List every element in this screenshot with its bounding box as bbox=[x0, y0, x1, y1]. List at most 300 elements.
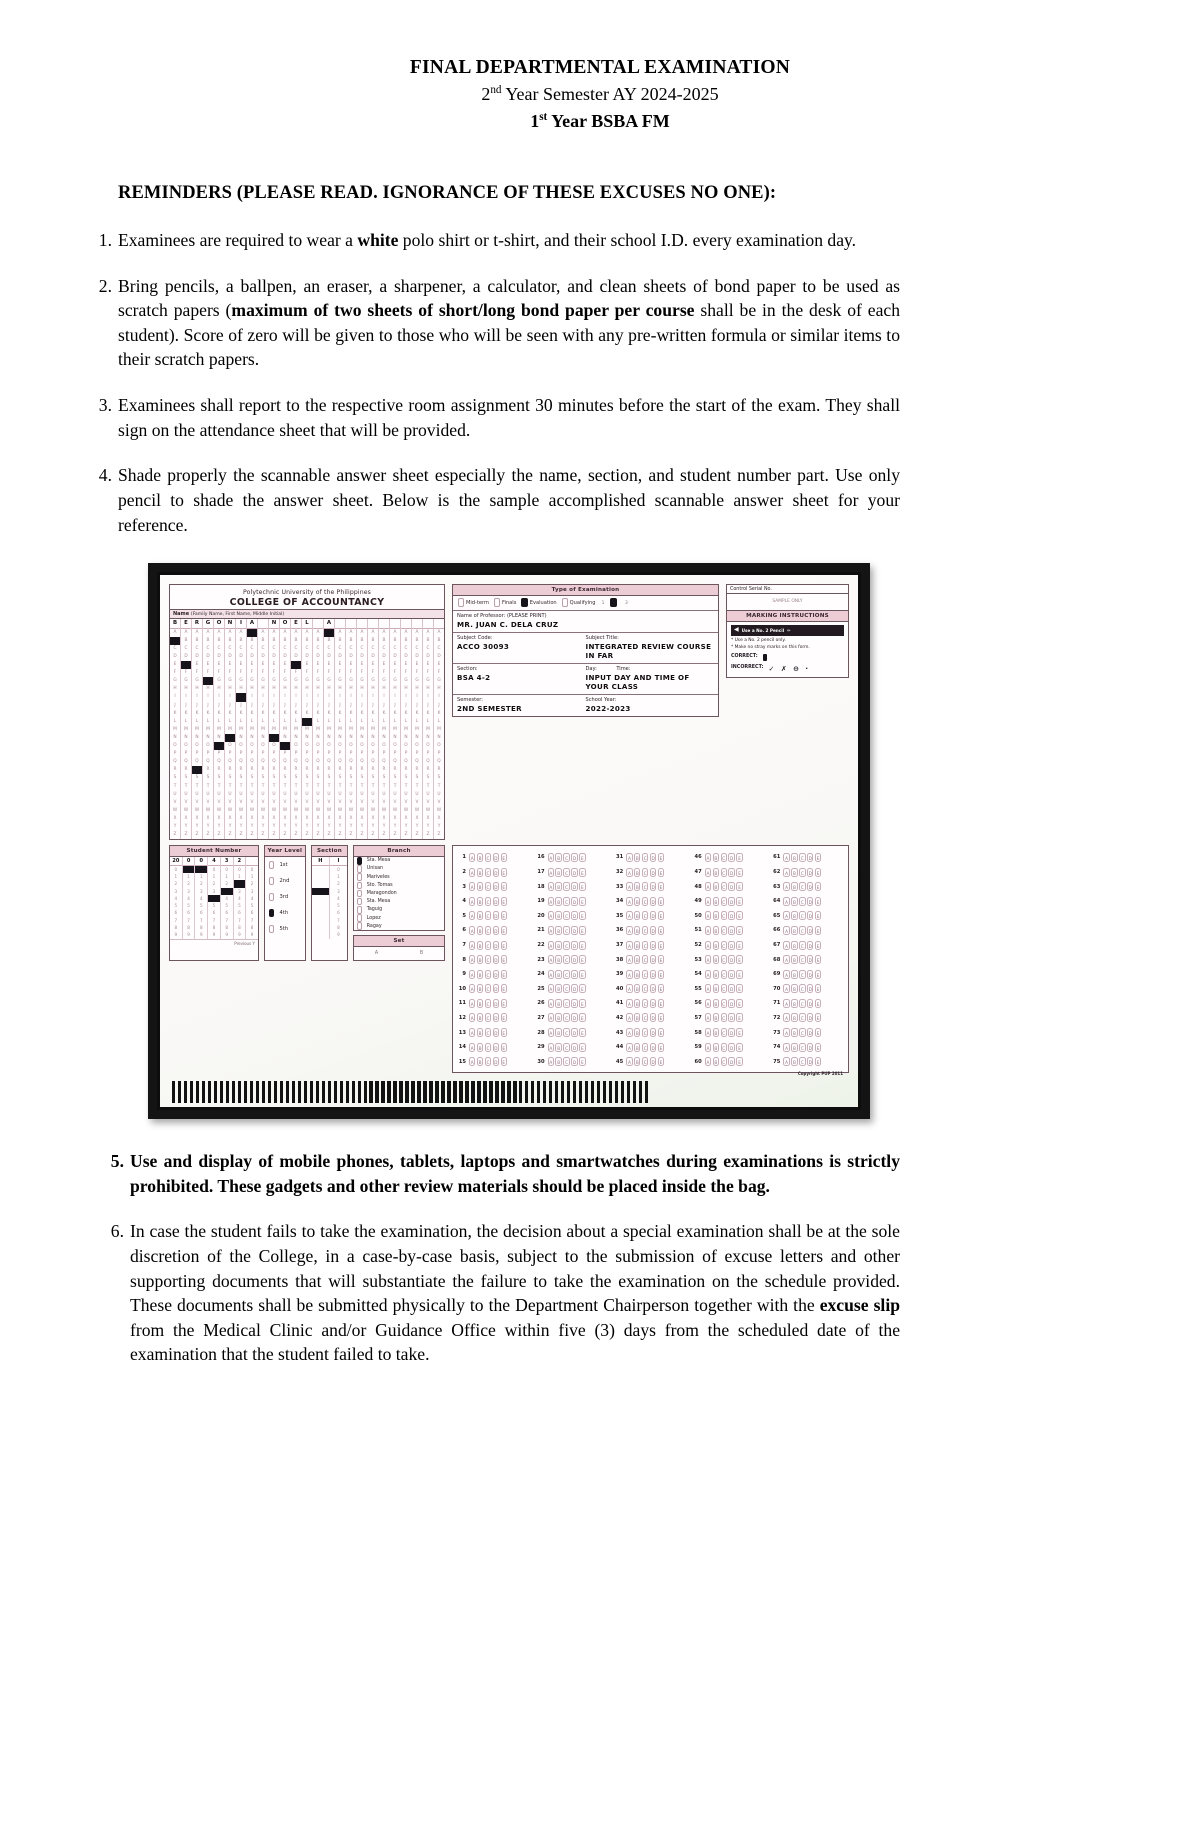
name-bubble[interactable]: D bbox=[217, 654, 221, 659]
name-bubble[interactable]: N bbox=[250, 734, 254, 740]
name-bubble[interactable]: N bbox=[225, 734, 235, 742]
section-bubble[interactable] bbox=[312, 909, 329, 916]
answer-bubble[interactable]: A bbox=[626, 853, 632, 862]
student-number-bubble[interactable]: 0 bbox=[225, 866, 228, 872]
name-bubble[interactable]: V bbox=[404, 799, 408, 805]
name-bubble[interactable]: J bbox=[240, 702, 242, 708]
answer-bubble[interactable]: C bbox=[799, 970, 805, 979]
answer-bubble[interactable]: C bbox=[721, 1028, 727, 1037]
name-bubble[interactable]: D bbox=[250, 654, 254, 659]
name-bubble[interactable]: E bbox=[217, 662, 221, 668]
name-bubble[interactable]: A bbox=[338, 629, 342, 635]
answer-row[interactable] bbox=[692, 865, 767, 880]
name-bubble[interactable]: M bbox=[283, 726, 287, 732]
name-bubble[interactable]: A bbox=[415, 629, 419, 635]
student-number-column[interactable] bbox=[246, 857, 258, 939]
name-bubble[interactable]: S bbox=[272, 775, 276, 781]
name-bubble[interactable]: L bbox=[371, 718, 375, 724]
answer-row[interactable] bbox=[770, 923, 845, 938]
answer-bubble[interactable]: A bbox=[469, 1028, 475, 1037]
name-bubble[interactable]: B bbox=[250, 637, 254, 643]
name-bubble[interactable]: K bbox=[349, 710, 353, 716]
student-number-digit-box[interactable]: 0 bbox=[183, 857, 195, 866]
name-bubble[interactable]: R bbox=[426, 767, 430, 773]
answer-bubble[interactable]: B bbox=[634, 955, 640, 964]
name-bubble[interactable]: D bbox=[305, 654, 309, 659]
name-bubble[interactable]: X bbox=[217, 815, 221, 821]
name-bubble[interactable]: X bbox=[294, 815, 298, 821]
name-bubble[interactable]: A bbox=[360, 629, 364, 635]
name-bubble[interactable]: K bbox=[415, 710, 419, 716]
student-number-bubble[interactable]: 5 bbox=[199, 903, 203, 909]
name-bubble-grid[interactable] bbox=[170, 619, 444, 839]
student-number-bubble[interactable]: 3 bbox=[174, 888, 178, 894]
answer-bubble[interactable]: E bbox=[736, 955, 742, 964]
name-bubble[interactable]: O bbox=[272, 743, 276, 749]
answer-bubble[interactable]: B bbox=[791, 1043, 797, 1052]
answer-bubble[interactable]: D bbox=[807, 984, 813, 993]
name-bubble[interactable]: J bbox=[350, 702, 352, 708]
name-letter-box[interactable]: A bbox=[324, 619, 334, 629]
name-bubble[interactable]: G bbox=[217, 678, 221, 684]
name-bubble[interactable]: T bbox=[349, 783, 353, 789]
name-bubble[interactable]: H bbox=[415, 686, 419, 692]
answer-bubble[interactable]: C bbox=[799, 897, 805, 906]
name-column[interactable] bbox=[214, 619, 225, 839]
answer-bubble[interactable]: A bbox=[469, 955, 475, 964]
name-bubble[interactable]: A bbox=[195, 629, 199, 635]
name-bubble[interactable]: B bbox=[239, 637, 243, 643]
name-bubble[interactable]: H bbox=[437, 686, 441, 692]
name-bubble[interactable]: E bbox=[371, 662, 375, 668]
name-bubble[interactable]: B bbox=[283, 637, 287, 643]
name-bubble[interactable]: A bbox=[437, 629, 441, 635]
answer-bubble[interactable]: D bbox=[493, 984, 499, 993]
answer-bubble[interactable]: D bbox=[650, 868, 656, 877]
name-bubble[interactable]: G bbox=[195, 678, 199, 684]
name-bubble[interactable]: J bbox=[361, 702, 363, 708]
name-bubble[interactable]: E bbox=[327, 662, 331, 668]
name-bubble[interactable]: K bbox=[173, 710, 177, 716]
name-bubble[interactable]: L bbox=[261, 718, 265, 724]
name-bubble[interactable]: N bbox=[206, 734, 210, 740]
answer-bubble[interactable]: A bbox=[626, 984, 632, 993]
name-bubble[interactable]: F bbox=[239, 670, 243, 676]
name-bubble[interactable]: L bbox=[415, 718, 419, 724]
name-bubble[interactable]: W bbox=[403, 807, 409, 813]
answer-row[interactable] bbox=[613, 967, 688, 982]
name-bubble[interactable]: A bbox=[371, 629, 375, 635]
name-bubble[interactable]: Z bbox=[283, 832, 287, 838]
answer-bubble[interactable]: E bbox=[658, 955, 664, 964]
student-number-bubble[interactable]: 0 bbox=[238, 866, 241, 872]
name-bubble[interactable]: R bbox=[217, 767, 221, 773]
answer-row[interactable] bbox=[456, 879, 531, 894]
name-bubble[interactable]: N bbox=[261, 734, 265, 740]
answer-bubble[interactable]: E bbox=[501, 1043, 507, 1052]
name-bubble[interactable]: U bbox=[272, 791, 276, 797]
branch-option[interactable] bbox=[354, 873, 444, 881]
student-number-digit-box[interactable]: 0 bbox=[195, 857, 207, 866]
name-bubble[interactable]: U bbox=[360, 791, 364, 797]
student-number-bubble[interactable]: 7 bbox=[225, 917, 228, 923]
answer-bubble[interactable]: C bbox=[642, 1013, 648, 1022]
answer-bubble[interactable]: E bbox=[579, 984, 585, 993]
name-bubble[interactable]: V bbox=[371, 799, 375, 805]
answer-bubble[interactable]: B bbox=[791, 1057, 797, 1066]
student-number-bubble[interactable]: 9 bbox=[212, 932, 216, 938]
name-bubble[interactable]: Z bbox=[426, 832, 430, 838]
name-bubble[interactable]: Q bbox=[382, 759, 386, 765]
student-number-bubble[interactable]: 1 bbox=[199, 873, 203, 879]
name-bubble[interactable]: P bbox=[305, 751, 309, 757]
answer-bubble[interactable]: D bbox=[728, 926, 734, 935]
answer-bubble[interactable]: E bbox=[579, 1028, 585, 1037]
answer-bubble[interactable]: A bbox=[626, 1013, 632, 1022]
name-bubble[interactable]: A bbox=[217, 629, 221, 635]
name-bubble[interactable]: X bbox=[261, 815, 265, 821]
name-bubble[interactable]: U bbox=[250, 791, 254, 797]
name-bubble[interactable]: T bbox=[338, 783, 342, 789]
answer-row[interactable] bbox=[456, 1025, 531, 1040]
name-bubble[interactable]: F bbox=[250, 670, 254, 676]
answer-bubble[interactable]: E bbox=[658, 853, 664, 862]
answer-bubble[interactable]: E bbox=[579, 1043, 585, 1052]
name-bubble[interactable]: J bbox=[383, 702, 385, 708]
name-bubble[interactable]: Q bbox=[217, 759, 221, 765]
answer-bubble[interactable]: E bbox=[815, 970, 821, 979]
name-bubble[interactable]: V bbox=[393, 799, 397, 805]
name-bubble[interactable]: J bbox=[262, 702, 264, 708]
name-bubble[interactable]: L bbox=[437, 718, 441, 724]
name-bubble[interactable]: A bbox=[404, 629, 408, 635]
name-bubble[interactable]: G bbox=[272, 678, 276, 684]
name-bubble[interactable]: F bbox=[415, 670, 419, 676]
student-number-bubble[interactable]: 8 bbox=[199, 925, 203, 931]
option-bubble[interactable] bbox=[269, 925, 275, 933]
name-bubble[interactable]: P bbox=[437, 751, 441, 757]
name-bubble[interactable]: Z bbox=[217, 832, 221, 838]
name-bubble[interactable]: T bbox=[239, 783, 243, 789]
answer-bubble[interactable]: B bbox=[713, 941, 719, 950]
student-number-bubble[interactable]: 7 bbox=[199, 917, 203, 923]
answer-bubble[interactable]: C bbox=[721, 882, 727, 891]
name-bubble[interactable]: H bbox=[272, 686, 276, 692]
name-bubble[interactable]: G bbox=[305, 678, 309, 684]
name-bubble[interactable]: K bbox=[404, 710, 408, 716]
name-bubble[interactable]: Q bbox=[371, 759, 375, 765]
name-bubble[interactable]: L bbox=[206, 718, 210, 724]
name-bubble[interactable]: X bbox=[305, 815, 309, 821]
answer-bubble[interactable]: A bbox=[548, 1057, 554, 1066]
name-bubble[interactable]: U bbox=[261, 791, 265, 797]
answer-bubble[interactable]: C bbox=[799, 984, 805, 993]
answer-row[interactable] bbox=[535, 909, 610, 924]
answer-bubble[interactable]: A bbox=[783, 1013, 789, 1022]
answer-bubble[interactable]: A bbox=[469, 941, 475, 950]
name-bubble[interactable]: N bbox=[239, 734, 243, 740]
name-bubble[interactable]: B bbox=[272, 637, 276, 643]
answer-bubble[interactable]: D bbox=[807, 1043, 813, 1052]
answer-bubble[interactable]: B bbox=[477, 941, 483, 950]
name-bubble[interactable]: F bbox=[327, 670, 331, 676]
name-bubble[interactable]: Y bbox=[283, 823, 287, 829]
name-bubble[interactable]: M bbox=[371, 726, 375, 732]
answer-bubble[interactable]: E bbox=[579, 1057, 585, 1066]
name-bubble[interactable]: U bbox=[382, 791, 386, 797]
answer-bubble[interactable]: D bbox=[807, 911, 813, 920]
answer-bubble[interactable]: B bbox=[477, 926, 483, 935]
name-bubble[interactable]: F bbox=[426, 670, 430, 676]
name-bubble[interactable]: Z bbox=[261, 832, 265, 838]
answer-row[interactable] bbox=[770, 1054, 845, 1069]
answer-bubble[interactable]: A bbox=[783, 1043, 789, 1052]
answer-bubble[interactable]: D bbox=[728, 853, 734, 862]
answer-bubble[interactable]: A bbox=[469, 1043, 475, 1052]
answer-row[interactable] bbox=[692, 894, 767, 909]
name-bubble[interactable]: Z bbox=[184, 832, 188, 838]
name-bubble[interactable]: N bbox=[195, 734, 199, 740]
name-bubble[interactable]: P bbox=[217, 751, 221, 757]
name-bubble[interactable]: T bbox=[173, 783, 177, 789]
name-bubble[interactable]: S bbox=[283, 775, 287, 781]
name-bubble[interactable]: N bbox=[393, 734, 397, 740]
name-bubble[interactable]: N bbox=[173, 734, 177, 740]
answer-bubble[interactable]: C bbox=[642, 897, 648, 906]
answer-bubble[interactable]: C bbox=[799, 955, 805, 964]
answer-bubble[interactable]: E bbox=[815, 1057, 821, 1066]
answer-bubble[interactable]: E bbox=[501, 955, 507, 964]
name-bubble[interactable]: T bbox=[305, 783, 309, 789]
name-bubble[interactable]: J bbox=[394, 702, 396, 708]
answer-bubble[interactable]: E bbox=[736, 1057, 742, 1066]
name-bubble[interactable]: H bbox=[261, 686, 265, 692]
name-bubble[interactable]: F bbox=[393, 670, 397, 676]
name-bubble[interactable]: P bbox=[250, 751, 254, 757]
name-bubble[interactable]: Q bbox=[415, 759, 419, 765]
name-bubble[interactable]: I bbox=[218, 694, 220, 700]
name-column[interactable] bbox=[203, 619, 214, 839]
name-column[interactable] bbox=[258, 619, 269, 839]
answer-row[interactable] bbox=[535, 850, 610, 865]
name-bubble[interactable]: L bbox=[316, 718, 320, 724]
name-bubble[interactable]: U bbox=[305, 791, 309, 797]
name-bubble[interactable]: C bbox=[206, 645, 210, 651]
answer-row[interactable] bbox=[613, 865, 688, 880]
answer-row[interactable] bbox=[770, 909, 845, 924]
answer-bubble[interactable]: C bbox=[563, 941, 569, 950]
name-bubble[interactable]: U bbox=[404, 791, 408, 797]
name-column[interactable] bbox=[346, 619, 357, 839]
name-bubble[interactable]: B bbox=[393, 637, 397, 643]
field-value-2[interactable]: INPUT DAY AND TIME OF YOUR CLASS bbox=[585, 673, 690, 692]
answer-bubble[interactable]: D bbox=[728, 1028, 734, 1037]
name-bubble[interactable]: C bbox=[371, 645, 375, 651]
answer-bubble[interactable]: C bbox=[563, 1028, 569, 1037]
answer-bubble[interactable]: C bbox=[799, 882, 805, 891]
name-bubble[interactable]: Y bbox=[261, 823, 265, 829]
name-bubble[interactable]: E bbox=[360, 662, 364, 668]
name-bubble[interactable]: P bbox=[239, 751, 243, 757]
name-bubble[interactable]: D bbox=[195, 654, 199, 659]
name-bubble[interactable]: K bbox=[272, 710, 276, 716]
name-bubble[interactable]: N bbox=[269, 734, 279, 742]
answer-bubble[interactable]: A bbox=[705, 970, 711, 979]
answer-bubble[interactable]: C bbox=[485, 1043, 491, 1052]
name-bubble[interactable]: H bbox=[426, 686, 430, 692]
name-bubble[interactable]: G bbox=[228, 678, 232, 684]
student-number-bubble[interactable]: 6 bbox=[225, 910, 228, 916]
answer-row[interactable] bbox=[613, 923, 688, 938]
answer-bubble[interactable]: C bbox=[642, 955, 648, 964]
name-bubble[interactable]: D bbox=[261, 654, 265, 659]
answer-bubble[interactable]: A bbox=[626, 926, 632, 935]
name-bubble[interactable]: H bbox=[316, 686, 320, 692]
name-bubble[interactable]: T bbox=[371, 783, 375, 789]
section-bubble[interactable] bbox=[312, 902, 329, 909]
answer-bubble[interactable]: B bbox=[713, 853, 719, 862]
answer-bubble[interactable]: B bbox=[791, 941, 797, 950]
answer-bubble[interactable]: A bbox=[705, 926, 711, 935]
name-bubble[interactable]: D bbox=[437, 654, 441, 659]
name-bubble[interactable]: J bbox=[416, 702, 418, 708]
name-bubble[interactable]: R bbox=[250, 767, 254, 773]
answer-bubble[interactable]: D bbox=[493, 970, 499, 979]
answer-bubble[interactable]: C bbox=[642, 882, 648, 891]
name-bubble[interactable]: U bbox=[349, 791, 353, 797]
name-bubble[interactable]: C bbox=[261, 645, 265, 651]
name-bubble[interactable]: F bbox=[437, 670, 441, 676]
name-bubble[interactable]: Q bbox=[173, 759, 177, 765]
name-column[interactable] bbox=[192, 619, 203, 839]
answer-bubble[interactable]: B bbox=[634, 984, 640, 993]
name-bubble[interactable]: I bbox=[328, 694, 330, 700]
student-number-bubble[interactable]: 0 bbox=[174, 866, 178, 872]
name-bubble[interactable]: R bbox=[371, 767, 375, 773]
name-bubble[interactable]: D bbox=[426, 654, 430, 659]
answer-bubble[interactable]: D bbox=[728, 911, 734, 920]
student-number-bubble[interactable]: 6 bbox=[199, 910, 203, 916]
name-bubble[interactable]: Z bbox=[250, 832, 254, 838]
answer-bubble[interactable]: A bbox=[626, 868, 632, 877]
name-bubble[interactable]: Q bbox=[426, 759, 430, 765]
name-bubble[interactable]: W bbox=[304, 807, 310, 813]
name-bubble[interactable]: Y bbox=[228, 823, 232, 829]
answer-bubble[interactable]: E bbox=[501, 926, 507, 935]
name-bubble[interactable]: Z bbox=[338, 832, 342, 838]
name-bubble[interactable]: Y bbox=[305, 823, 309, 829]
student-number-bubble[interactable]: 6 bbox=[212, 910, 216, 916]
answer-bubble[interactable]: E bbox=[579, 955, 585, 964]
name-bubble[interactable]: E bbox=[173, 662, 177, 668]
name-bubble[interactable]: N bbox=[415, 734, 419, 740]
name-bubble[interactable]: N bbox=[294, 734, 298, 740]
answer-row[interactable] bbox=[535, 879, 610, 894]
option-bubble[interactable] bbox=[269, 909, 275, 917]
answer-bubble[interactable]: C bbox=[642, 1028, 648, 1037]
section-bubble[interactable]: 7 bbox=[337, 917, 340, 923]
name-bubble[interactable]: I bbox=[361, 694, 363, 700]
answer-row[interactable] bbox=[692, 879, 767, 894]
name-bubble[interactable]: B bbox=[170, 637, 180, 645]
answer-bubble[interactable]: B bbox=[791, 897, 797, 906]
answer-bubble[interactable]: B bbox=[555, 955, 561, 964]
answer-row[interactable] bbox=[535, 1025, 610, 1040]
name-bubble[interactable]: Q bbox=[349, 759, 353, 765]
answer-bubble[interactable]: E bbox=[501, 897, 507, 906]
name-bubble[interactable]: W bbox=[227, 807, 233, 813]
name-column[interactable] bbox=[324, 619, 335, 839]
name-bubble[interactable]: C bbox=[294, 645, 298, 651]
name-bubble[interactable]: L bbox=[250, 718, 254, 724]
answer-bubble[interactable]: B bbox=[791, 853, 797, 862]
name-bubble[interactable]: W bbox=[282, 807, 288, 813]
answer-row[interactable] bbox=[613, 909, 688, 924]
name-bubble[interactable]: G bbox=[203, 677, 213, 685]
option-bubble[interactable] bbox=[357, 898, 362, 906]
name-bubble[interactable]: P bbox=[360, 751, 364, 757]
answer-bubble[interactable]: E bbox=[579, 926, 585, 935]
name-bubble[interactable]: N bbox=[327, 734, 331, 740]
name-bubble[interactable]: E bbox=[316, 662, 320, 668]
answer-bubble[interactable]: D bbox=[728, 1057, 734, 1066]
name-bubble[interactable]: L bbox=[360, 718, 364, 724]
answer-bubble[interactable]: B bbox=[791, 970, 797, 979]
answer-row[interactable] bbox=[613, 850, 688, 865]
answer-bubble[interactable]: A bbox=[469, 882, 475, 891]
name-bubble[interactable]: R bbox=[415, 767, 419, 773]
answer-row[interactable] bbox=[692, 1054, 767, 1069]
set-option[interactable]: B bbox=[419, 949, 424, 956]
name-bubble[interactable]: B bbox=[316, 637, 320, 643]
answer-bubble[interactable]: A bbox=[548, 999, 554, 1008]
answer-bubble[interactable]: D bbox=[571, 1013, 577, 1022]
answer-bubble[interactable]: A bbox=[626, 1057, 632, 1066]
name-bubble[interactable]: O bbox=[437, 743, 441, 749]
name-letter-box[interactable]: L bbox=[302, 619, 312, 629]
name-bubble[interactable]: U bbox=[239, 791, 243, 797]
name-bubble[interactable]: G bbox=[338, 678, 342, 684]
name-bubble[interactable]: N bbox=[360, 734, 364, 740]
answer-bubble[interactable]: E bbox=[736, 853, 742, 862]
name-bubble[interactable]: C bbox=[239, 645, 243, 651]
name-bubble[interactable]: O bbox=[338, 743, 342, 749]
name-bubble[interactable]: N bbox=[338, 734, 342, 740]
answer-bubble[interactable]: B bbox=[713, 882, 719, 891]
student-number-bubble[interactable]: 9 bbox=[250, 932, 254, 938]
name-bubble[interactable]: S bbox=[217, 775, 221, 781]
name-bubble[interactable]: Z bbox=[404, 832, 408, 838]
name-bubble[interactable]: X bbox=[327, 815, 331, 821]
name-bubble[interactable]: T bbox=[228, 783, 232, 789]
name-bubble[interactable]: W bbox=[414, 807, 420, 813]
name-bubble[interactable]: B bbox=[206, 637, 210, 643]
name-column[interactable] bbox=[434, 619, 444, 839]
name-letter-box[interactable] bbox=[368, 619, 378, 629]
name-bubble[interactable]: L bbox=[239, 718, 243, 724]
answer-bubble[interactable]: D bbox=[650, 853, 656, 862]
name-bubble[interactable]: M bbox=[206, 726, 210, 732]
name-bubble[interactable]: W bbox=[436, 807, 442, 813]
answer-row[interactable] bbox=[456, 909, 531, 924]
name-letter-box[interactable] bbox=[401, 619, 411, 629]
student-number-bubble[interactable]: 1 bbox=[225, 873, 228, 879]
answer-column[interactable] bbox=[456, 850, 531, 1069]
name-bubble[interactable]: M bbox=[404, 726, 408, 732]
name-bubble[interactable]: Y bbox=[415, 823, 419, 829]
answer-bubble[interactable]: E bbox=[736, 1043, 742, 1052]
answer-bubble[interactable]: B bbox=[477, 1028, 483, 1037]
